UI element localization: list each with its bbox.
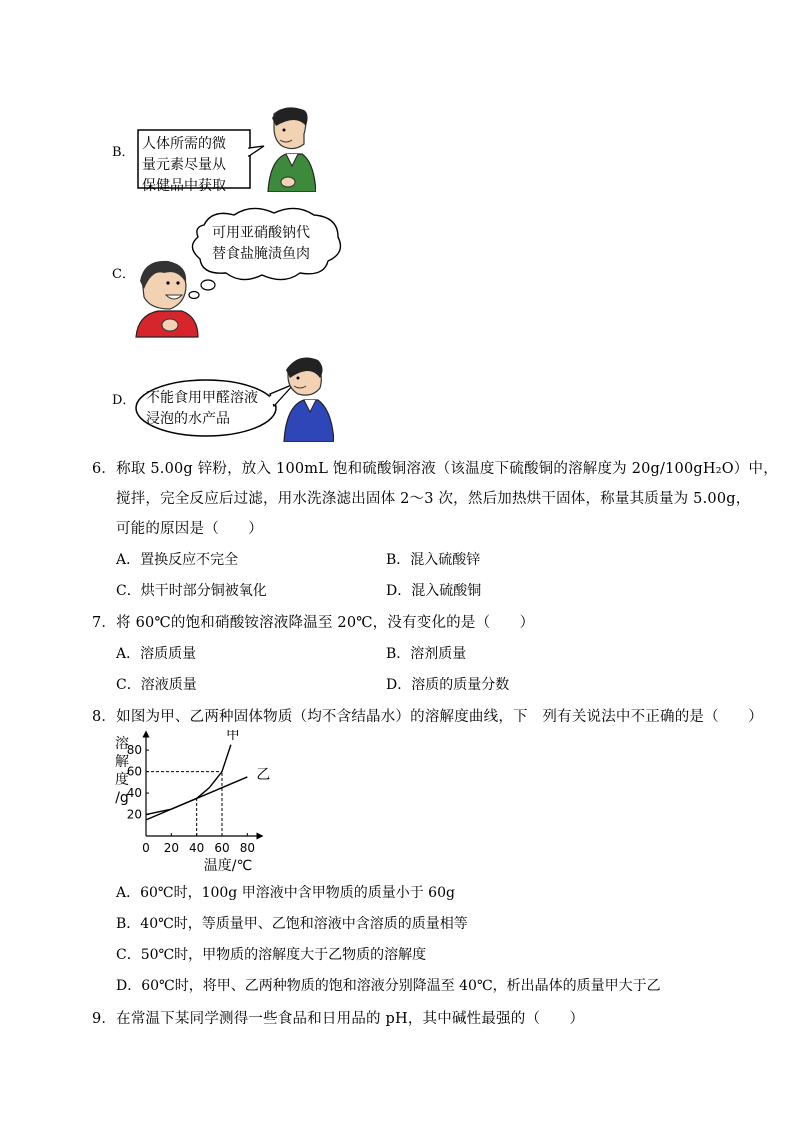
solubility-chart bbox=[110, 730, 270, 875]
man-figure-d bbox=[284, 358, 334, 442]
q7-option-b: B．溶剂质量 bbox=[386, 646, 467, 662]
q7-option-c: C．溶液质量 bbox=[116, 677, 197, 693]
q8-option-a: A．60℃时，100g 甲溶液中含甲物质的质量小于 60g bbox=[116, 885, 455, 901]
image-d-cartoon bbox=[134, 354, 334, 442]
q7-option-d: D．溶质的质量分数 bbox=[386, 677, 510, 693]
series-label-jia: 甲 bbox=[225, 730, 240, 743]
y-axis-label-char-3: /g bbox=[115, 790, 129, 806]
bubble-b-line-3: 保健品中获取 bbox=[142, 178, 226, 194]
bubble-b-line-1: 人体所需的微 bbox=[142, 136, 226, 152]
y-tick-label-40: 40 bbox=[126, 786, 142, 801]
q6-option-d: D．混入硫酸铜 bbox=[386, 583, 482, 599]
option-b-label: B． bbox=[112, 145, 135, 160]
q6-option-c: C．烘干时部分铜被氧化 bbox=[116, 583, 267, 599]
q6-stem-line-2: 搅拌，完全反应后过滤，用水洗涤滤出固体 2～3 次，然后加热烘干固体，称量其质量为 5.00g， bbox=[116, 491, 751, 507]
y-axis-label-char-2: 度 bbox=[115, 772, 129, 788]
x-tick-label-80: 80 bbox=[239, 841, 255, 855]
q9-stem: 9．在常温下某同学测得一些食品和日用品的 pH，其中碱性最强的（ ） bbox=[92, 1011, 585, 1027]
q8-option-c: C．50℃时，甲物质的溶解度大于乙物质的溶解度 bbox=[116, 947, 427, 963]
x-axis-label: 温度/℃ bbox=[203, 858, 253, 874]
x-tick-label-40: 40 bbox=[189, 841, 205, 855]
man-figure-b bbox=[268, 107, 316, 192]
bubble-c-line-2: 替食盐腌渍鱼肉 bbox=[212, 246, 310, 262]
bubble-d-line-1: 不能食用甲醛溶液 bbox=[146, 390, 258, 406]
series-label-yi: 乙 bbox=[256, 766, 270, 783]
y-tick-label-20: 20 bbox=[126, 807, 142, 822]
q8-option-d: D．60℃时，将甲、乙两种物质的饱和溶液分别降温至 40℃，析出晶体的质量甲大于乙 bbox=[116, 978, 661, 994]
series-line-jia bbox=[146, 745, 231, 815]
q6-option-a: A．置换反应不完全 bbox=[116, 552, 239, 568]
y-axis-label-char-0: 溶 bbox=[115, 736, 129, 752]
x-tick-label-60: 60 bbox=[214, 841, 230, 855]
bubble-c-line-1: 可用亚硝酸钠代 bbox=[212, 225, 310, 241]
option-d-label: D． bbox=[112, 393, 136, 408]
q8-option-b: B．40℃时，等质量甲、乙饱和溶液中含溶质的质量相等 bbox=[116, 916, 468, 932]
q7-stem: 7．将 60℃的饱和硝酸铵溶液降温至 20℃，没有变化的是（ ） bbox=[92, 615, 535, 631]
x-tick-label-20: 20 bbox=[163, 841, 179, 855]
image-c-cartoon bbox=[134, 203, 348, 341]
q8-stem: 8．如图为甲、乙两种固体物质（均不含结晶水）的溶解度曲线，下 列有关说法中不正确的是（ ） bbox=[92, 709, 763, 725]
boy-figure-c bbox=[136, 261, 198, 337]
y-tick-label-80: 80 bbox=[126, 743, 142, 758]
q6-option-b: B．混入硫酸锌 bbox=[386, 552, 481, 568]
q6-stem-line-3: 可能的原因是（ ） bbox=[116, 521, 263, 537]
bubble-d-line-2: 浸泡的水产品 bbox=[146, 411, 230, 427]
q6-stem-line-1: 6．称取 5.00g 锌粉，放入 100mL 饱和硫酸铜溶液（该温度下硫酸铜的溶解度为 20g/100gH₂O）中， bbox=[92, 461, 778, 477]
y-tick-label-60: 60 bbox=[126, 764, 142, 779]
image-b-cartoon bbox=[136, 104, 316, 192]
option-c-label: C． bbox=[112, 267, 135, 282]
x-tick-label-0: 0 bbox=[142, 841, 150, 855]
q7-option-a: A．溶质质量 bbox=[116, 646, 197, 662]
bubble-b-line-2: 量元素尽量从 bbox=[142, 157, 226, 173]
y-axis-label-char-1: 解 bbox=[115, 754, 129, 770]
solubility-chart-svg bbox=[110, 730, 270, 875]
